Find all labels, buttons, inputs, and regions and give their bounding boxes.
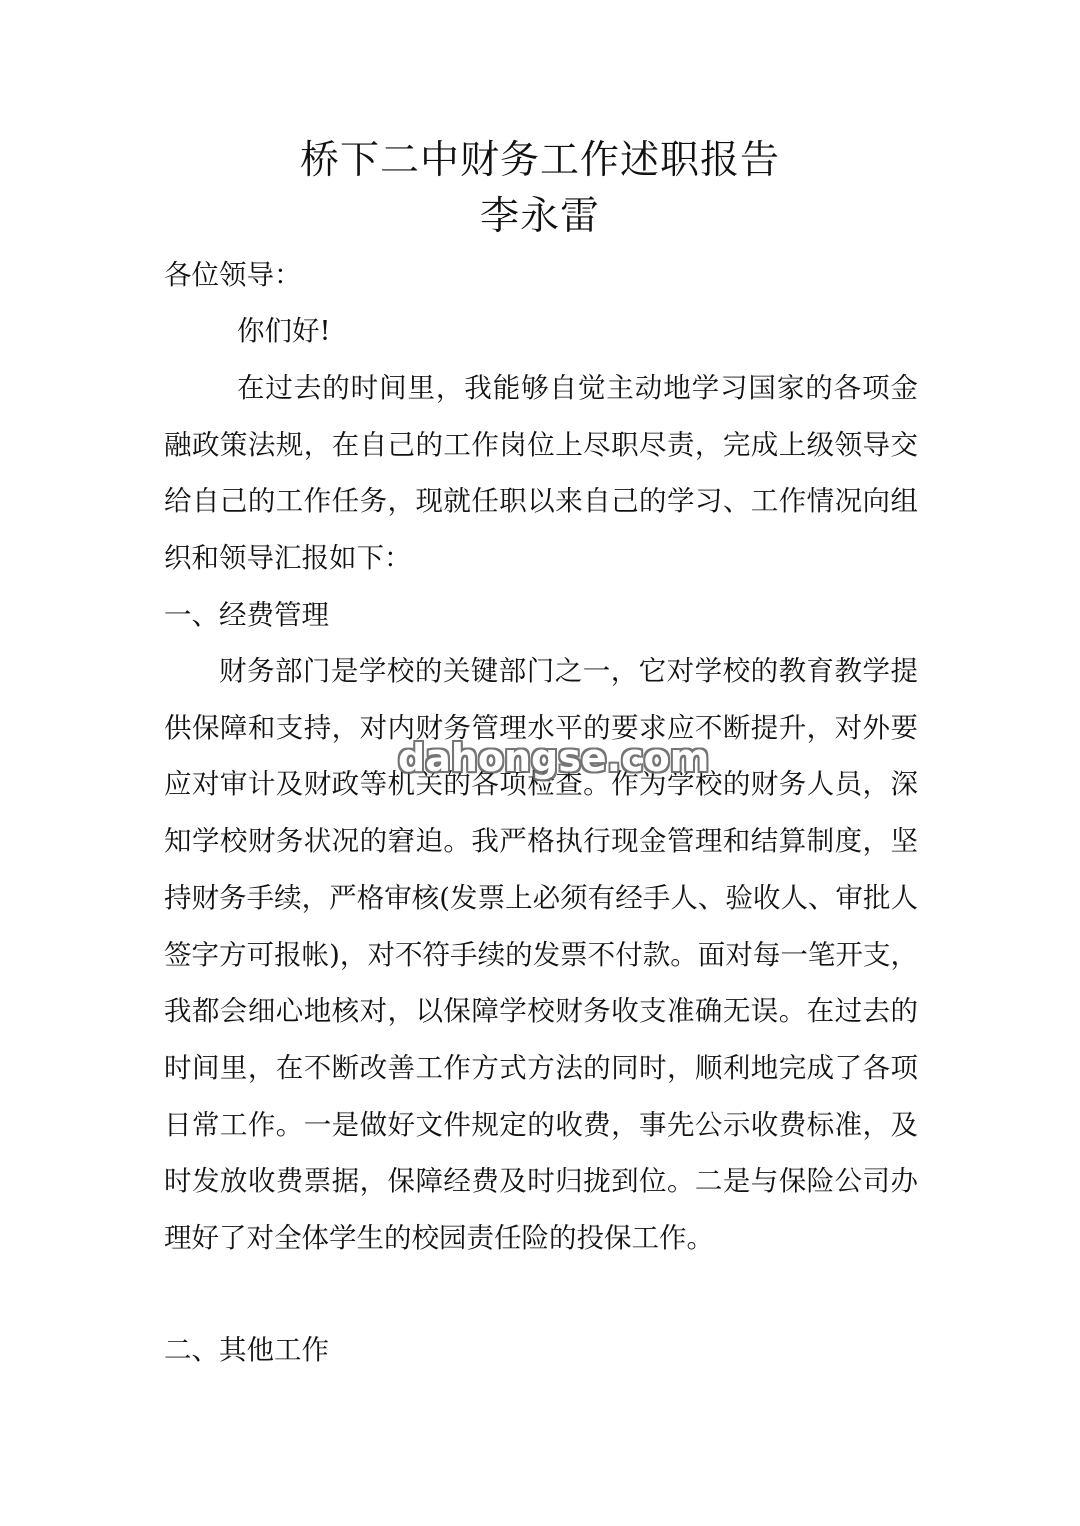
funds-paragraph: 财务部门是学校的关键部门之一，它对学校的教育教学提供保障和支持，对内财务管理水平的要求应不断提升，对外要应对审计及财政等机关的各项检查。作为学校的财务人员，深知学校财务状况的窘迫。我严格执行现金管理和结算制度，坚持财务手续，严格审核(发票上必须有经手人、验收人、审批人签字方可报帐)，对不符手续的发票不付款。面对每一笔开支，我都会细心地核对，以保障学校财务收支准确无误。在过去的时间里，在不断改善工作方式方法的同时，顺利地完成了各项日常工作。一是做好文件规定的收费，事先公示收费标准，及时发放收费票据，保障经费及时归拢到位。二是与保险公司办理好了对全体学生的校园责任险的投保工作。 [164,655,918,1255]
section-heading-other: 二、其他工作 [164,1334,329,1366]
author-name: 李永雷 [479,194,600,239]
greeting: 你们好! [237,315,331,347]
salutation: 各位领导： [164,259,302,291]
section-heading-funds: 一、经费管理 [164,599,329,631]
document-title: 桥下二中财务工作述职报告 [299,138,780,183]
intro-paragraph: 在过去的时间里，我能够自觉主动地学习国家的各项金融政策法规，在自己的工作岗位上尽职尽责，完成上级领导交给自己的工作任务，现就任职以来自己的学习、工作情况向组织和领导汇报如下： [164,372,918,575]
watermark: dahongse.com [398,736,710,780]
